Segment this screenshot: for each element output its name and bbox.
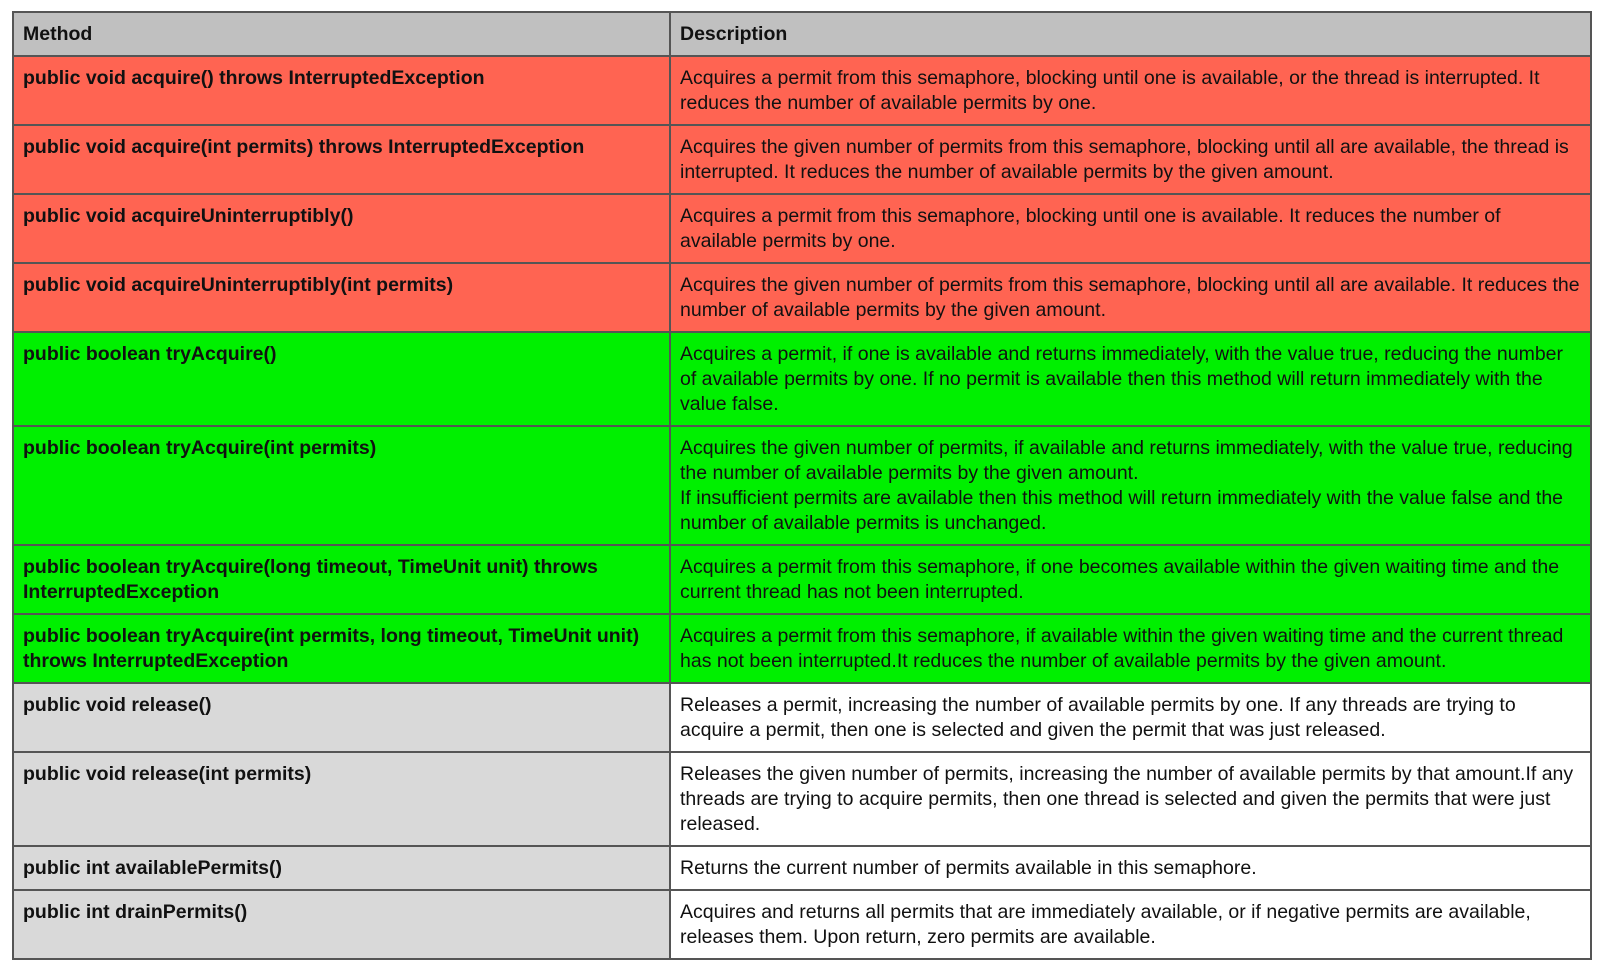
table-row xyxy=(13,426,1591,545)
description-text: Releases a permit, increasing the number of available permits by one. If any threads are trying to acquire a permit, then one is selected and given the permit that was just released. xyxy=(680,694,1516,741)
description-text: Acquires a permit from this semaphore, blocking until one is available. It reduces the number of available permits by one. xyxy=(680,205,1501,252)
method-signature-cell: public void acquire() throws InterruptedException xyxy=(13,56,670,125)
method-signature-cell: public void acquireUninterruptibly(int permits) xyxy=(13,263,670,332)
method-description-cell xyxy=(670,846,1591,890)
table-row xyxy=(13,614,1591,683)
method-signature-cell: public int drainPermits() xyxy=(13,890,670,959)
method-signature-cell: public boolean tryAcquire(int permits) xyxy=(13,426,670,545)
method-signature-cell: public boolean tryAcquire(int permits, long timeout, TimeUnit unit) throws InterruptedException xyxy=(13,614,670,683)
method-signature-cell: public boolean tryAcquire(long timeout, TimeUnit unit) throws InterruptedException xyxy=(13,545,670,614)
table-row xyxy=(13,683,1591,752)
table-row xyxy=(13,545,1591,614)
table-row xyxy=(13,263,1591,332)
description-text: Releases the given number of permits, increasing the number of available permits by that amount.If any threads are trying to acquire permits, then one thread is selected and given the permits that were just released. xyxy=(680,763,1574,835)
semaphore-methods-table xyxy=(12,11,1592,960)
method-description-cell xyxy=(670,263,1591,332)
description-text: Returns the current number of permits available in this semaphore. xyxy=(680,857,1257,879)
method-description-cell xyxy=(670,545,1591,614)
table-row xyxy=(13,752,1591,846)
table-header-row xyxy=(13,12,1591,56)
method-signature-cell: public boolean tryAcquire() xyxy=(13,332,670,426)
table-row xyxy=(13,194,1591,263)
table-body xyxy=(13,56,1591,959)
method-description-cell xyxy=(670,890,1591,959)
table-row xyxy=(13,125,1591,194)
description-text: If insufficient permits are available then this method will return immediately with the value false and the number of available permits is unchanged. xyxy=(680,487,1564,534)
table-row xyxy=(13,890,1591,959)
method-description-cell xyxy=(670,683,1591,752)
table-row xyxy=(13,332,1591,426)
description-text: Acquires the given number of permits from this semaphore, blocking until all are available. It reduces the number of available permits by the given amount. xyxy=(680,274,1580,321)
method-description-cell xyxy=(670,194,1591,263)
description-text: Acquires a permit from this semaphore, blocking until one is available, or the thread is interrupted. It reduces the number of available permits by one. xyxy=(680,67,1540,114)
method-description-cell xyxy=(670,614,1591,683)
method-description-cell xyxy=(670,125,1591,194)
method-signature-cell: public void release() xyxy=(13,683,670,752)
method-description-cell xyxy=(670,56,1591,125)
method-description-cell xyxy=(670,426,1591,545)
method-column-header: Method xyxy=(13,12,670,56)
method-signature-cell: public void acquireUninterruptibly() xyxy=(13,194,670,263)
description-text: Acquires and returns all permits that are immediately available, or if negative permits are available, releases them. Upon return, zero permits are available. xyxy=(680,901,1531,948)
description-text: Acquires a permit from this semaphore, if one becomes available within the given waiting time and the current thread has not been interrupted. xyxy=(680,556,1560,603)
method-signature-cell: public void acquire(int permits) throws InterruptedException xyxy=(13,125,670,194)
description-text: Acquires a permit from this semaphore, if available within the given waiting time and the current thread has not been interrupted.It reduces the number of available permits by the given amount. xyxy=(680,625,1564,672)
description-text: Acquires the given number of permits from this semaphore, blocking until all are available, the thread is interrupted. It reduces the number of available permits by the given amount. xyxy=(680,136,1569,183)
description-text: Acquires the given number of permits, if available and returns immediately, with the value true, reducing the number of available permits by the given amount. xyxy=(680,437,1573,484)
table-row xyxy=(13,56,1591,125)
method-description-cell xyxy=(670,752,1591,846)
method-signature-cell: public int availablePermits() xyxy=(13,846,670,890)
table-row xyxy=(13,846,1591,890)
method-signature-cell: public void release(int permits) xyxy=(13,752,670,846)
method-description-cell xyxy=(670,332,1591,426)
description-column-header: Description xyxy=(670,12,1591,56)
description-text: Acquires a permit, if one is available and returns immediately, with the value true, reducing the number of available permits by one. If no permit is available then this method will return immediately with the value false. xyxy=(680,343,1564,415)
